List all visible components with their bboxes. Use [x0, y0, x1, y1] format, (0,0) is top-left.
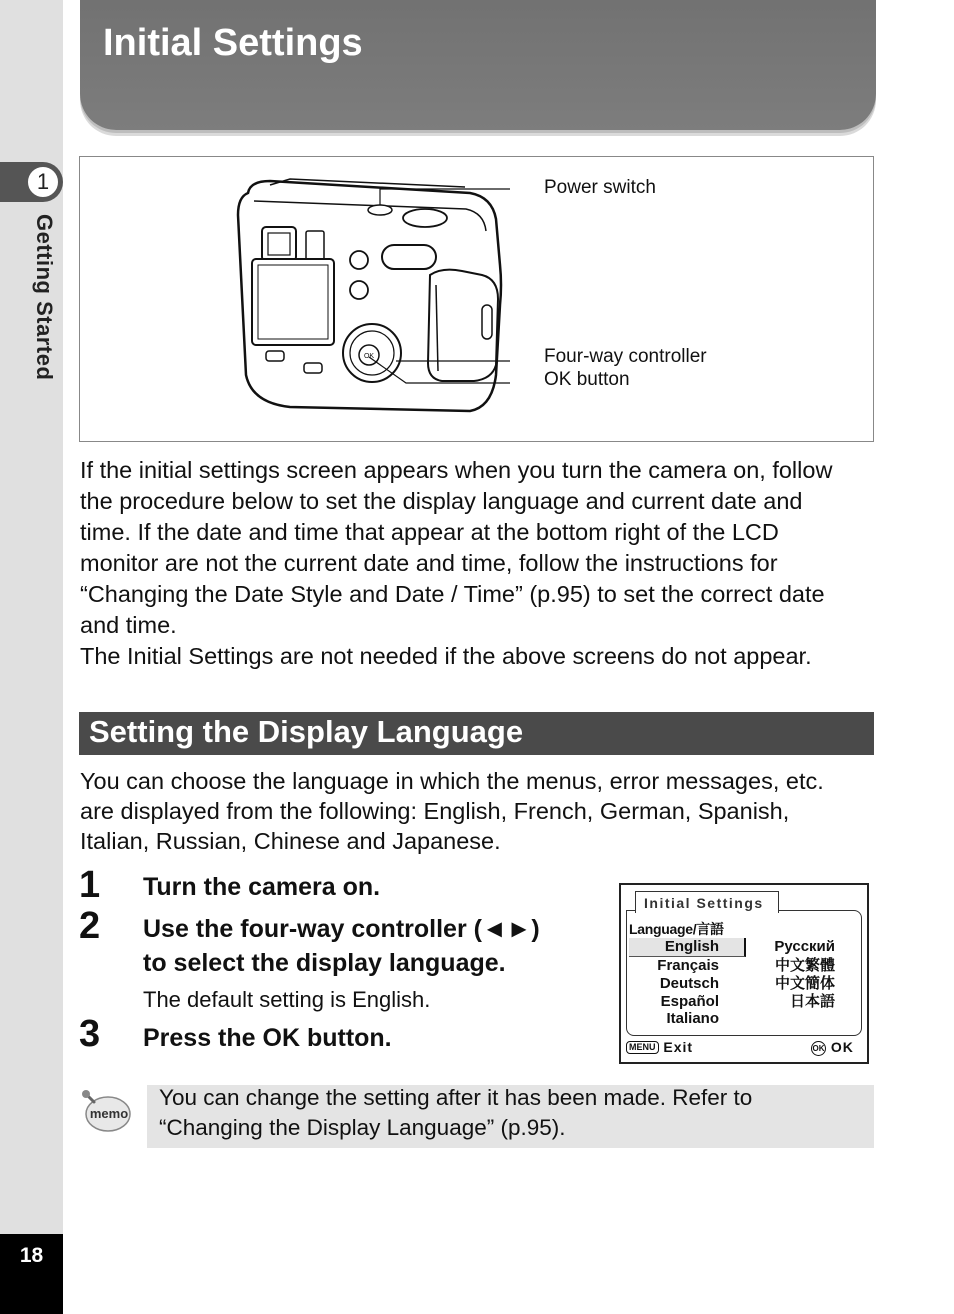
text-line: You can choose the language in which the menus, error messages, etc. [80, 768, 824, 794]
callout-four-way-controller: Four-way controller [544, 346, 707, 367]
text-line: “Changing the Date Style and Date / Time” (p.95) to set the correct date [80, 581, 825, 607]
text-line: the procedure below to set the display language and current date and [80, 488, 803, 514]
callout-power-switch: Power switch [544, 177, 656, 198]
text-line: are displayed from the following: English, French, German, Spanish, [80, 798, 790, 824]
step-subtext-2: The default setting is English. [143, 987, 431, 1012]
text-line: and time. [80, 612, 177, 638]
ok-button-icon: OK [811, 1041, 826, 1056]
lcd-option-chinese-traditional[interactable]: 中文繁體 [774, 957, 835, 974]
lcd-option-francais[interactable]: Français [657, 957, 719, 974]
step-number-3: 3 [79, 1013, 101, 1055]
camera-illustration-icon [230, 175, 510, 420]
step-text-1: Turn the camera on. [143, 873, 381, 901]
lcd-exit-hint [626, 1039, 693, 1055]
chapter-number: 1 [26, 165, 60, 199]
memo-icon [80, 1088, 132, 1134]
section-title: Setting the Display Language [89, 714, 524, 749]
text-line: monitor are not the current date and time, follow the instructions for [80, 550, 778, 576]
intro-paragraph [80, 455, 832, 672]
page-number: 18 [19, 1244, 44, 1267]
memo-line: You can change the setting after it has been made. Refer to [159, 1085, 753, 1110]
lcd-option-espanol[interactable]: Español [660, 993, 719, 1010]
step-text-line: Use the four-way controller (◄►) [143, 915, 540, 943]
chapter-title: Getting Started [32, 214, 57, 381]
page-title: Initial Settings [103, 22, 363, 64]
step-number-2: 2 [79, 905, 101, 947]
lcd-option-russian[interactable]: Русский [774, 938, 835, 955]
lcd-initial-settings-screen [619, 883, 869, 1064]
lcd-option-italiano[interactable]: Italiano [666, 1010, 719, 1027]
svg-text:OK: OK [363, 353, 375, 360]
step-text-2 [143, 912, 540, 980]
step-text-3: Press the OK button. [143, 1024, 392, 1052]
memo-line: “Changing the Display Language” (p.95). [159, 1115, 566, 1140]
lcd-option-japanese[interactable]: 日本語 [789, 993, 835, 1010]
text-line: Italian, Russian, Chinese and Japanese. [80, 828, 501, 854]
step-text-line: to select the display language. [143, 949, 506, 977]
lcd-ok-hint [811, 1039, 854, 1056]
text-line: If the initial settings screen appears when you turn the camera on, follow [80, 457, 833, 483]
menu-button-icon: MENU [626, 1041, 659, 1054]
lcd-option-chinese-simplified[interactable]: 中文簡体 [774, 975, 835, 992]
memo-icon-label: memo [89, 1106, 129, 1121]
lcd-option-english[interactable]: English [664, 938, 719, 955]
lcd-option-deutsch[interactable]: Deutsch [659, 975, 719, 992]
lcd-exit-label: Exit [663, 1039, 694, 1055]
text-line: time. If the date and time that appear at the bottom right of the LCD [80, 519, 779, 545]
callout-ok-button: OK button [544, 369, 630, 390]
section-paragraph [80, 766, 824, 857]
lcd-language-label: Language/言語 [629, 921, 724, 937]
lcd-ok-label: OK [830, 1039, 854, 1055]
memo-text [159, 1083, 859, 1143]
step-number-1: 1 [79, 864, 101, 906]
text-line: The Initial Settings are not needed if the above screens do not appear. [80, 643, 812, 669]
lcd-tab-title: Initial Settings [635, 891, 779, 913]
header-banner [80, 0, 876, 130]
